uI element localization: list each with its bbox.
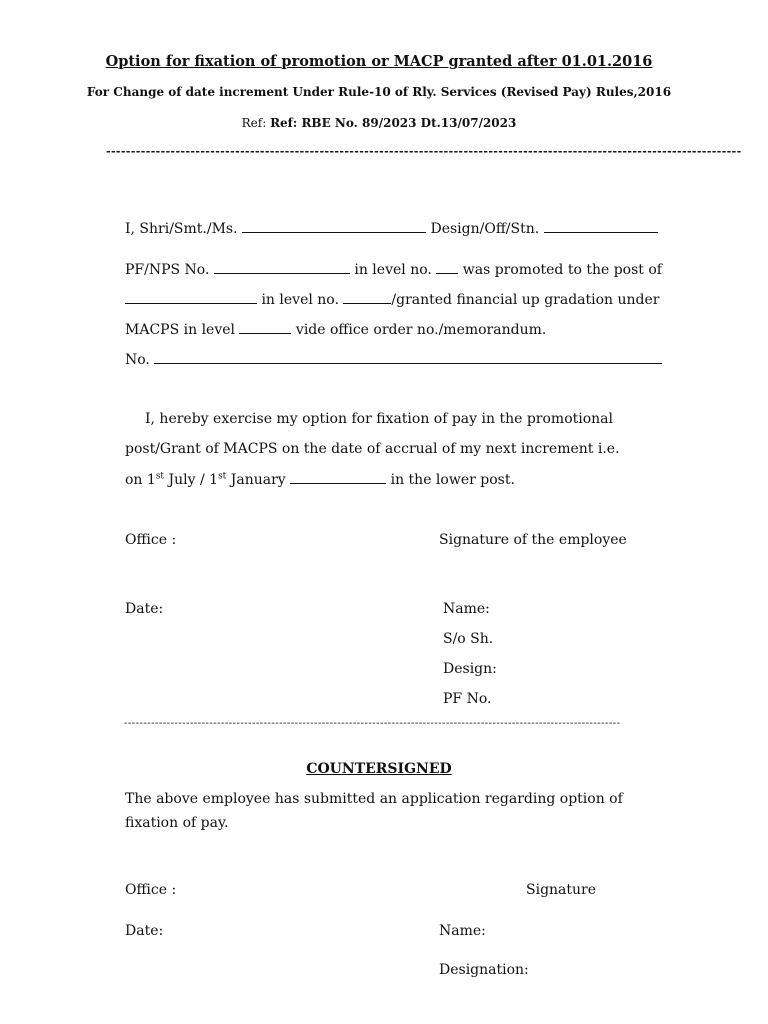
option-line-1: I, hereby exercise my option for fixation of pay in the promotional bbox=[145, 411, 613, 427]
ref-prefix: Ref: bbox=[241, 116, 267, 130]
countersigned-date-label: Date: bbox=[125, 923, 164, 939]
name-prefix: I, Shri/Smt./Ms. bbox=[125, 221, 238, 237]
employee-so-label: S/o Sh. bbox=[443, 631, 494, 647]
countersigned-office-label: Office : bbox=[125, 882, 177, 898]
employee-name-label: Name: bbox=[443, 601, 490, 617]
countersigned-signature-label: Signature bbox=[526, 882, 597, 898]
declaration-line-4 bbox=[125, 321, 546, 338]
employee-pf-label: PF No. bbox=[443, 691, 492, 707]
countersigned-text-2: fixation of pay. bbox=[125, 815, 229, 831]
form-title: Option for fixation of promotion or MACP granted after 01.01.2016 bbox=[105, 53, 653, 70]
level-label: in level no. bbox=[354, 262, 432, 278]
vide-text: vide office order no./memorandum. bbox=[295, 322, 547, 338]
macps-level-blank bbox=[239, 321, 291, 334]
level-blank bbox=[436, 261, 458, 274]
countersigned-heading: COUNTERSIGNED bbox=[306, 761, 452, 777]
july-text: July / 1 bbox=[164, 472, 219, 488]
countersigned-name-label: Name: bbox=[439, 923, 486, 939]
declaration-line-2 bbox=[125, 261, 662, 278]
post-blank bbox=[125, 291, 257, 304]
form-subtitle: For Change of date increment Under Rule-10 of Rly. Services (Revised Pay) Rules,2016 bbox=[86, 85, 672, 99]
option-line-2: post/Grant of MACPS on the date of accrual of my next increment i.e. bbox=[125, 441, 620, 457]
employee-date-label: Date: bbox=[125, 601, 164, 617]
countersigned-text-1: The above employee has submitted an application regarding option of bbox=[125, 791, 623, 807]
order-no-blank bbox=[154, 351, 662, 364]
employee-design-label: Design: bbox=[443, 661, 497, 677]
section-separator: -------------------------------------------------------------------------------------------------------------------------------- bbox=[124, 718, 621, 729]
reference-line bbox=[0, 116, 758, 130]
level-blank-2 bbox=[343, 291, 391, 304]
employee-signature-label: Signature of the employee bbox=[439, 532, 627, 548]
promoted-text: was promoted to the post of bbox=[462, 262, 662, 278]
declaration-line-5 bbox=[125, 351, 662, 368]
design-label: Design/Off/Stn. bbox=[430, 221, 540, 237]
st-sup-1: st bbox=[155, 471, 165, 482]
countersigned-designation-label: Designation: bbox=[439, 962, 529, 978]
employee-office-label: Office : bbox=[125, 532, 177, 548]
declaration-line-3 bbox=[125, 291, 659, 308]
ref-text: Ref: RBE No. 89/2023 Dt.13/07/2023 bbox=[270, 116, 517, 130]
level-label-2: in level no. bbox=[261, 292, 339, 308]
granted-text: /granted financial up gradation under bbox=[391, 292, 660, 308]
pf-label: PF/NPS No. bbox=[125, 262, 210, 278]
declaration-line-1 bbox=[125, 220, 658, 237]
macps-label: MACPS in level bbox=[125, 322, 235, 338]
employee-name-blank bbox=[242, 220, 426, 233]
january-text: January bbox=[226, 472, 286, 488]
pf-blank bbox=[214, 261, 350, 274]
lower-post-text: in the lower post. bbox=[390, 472, 515, 488]
st-sup-2: st bbox=[218, 471, 227, 482]
no-label: No. bbox=[125, 352, 150, 368]
on-text: on 1 bbox=[125, 472, 156, 488]
option-line-3 bbox=[125, 471, 515, 488]
design-blank bbox=[544, 220, 658, 233]
date-blank bbox=[290, 471, 386, 484]
header-separator: -------------------------------------------------------------------------------------------------------------------------------- bbox=[106, 145, 742, 158]
